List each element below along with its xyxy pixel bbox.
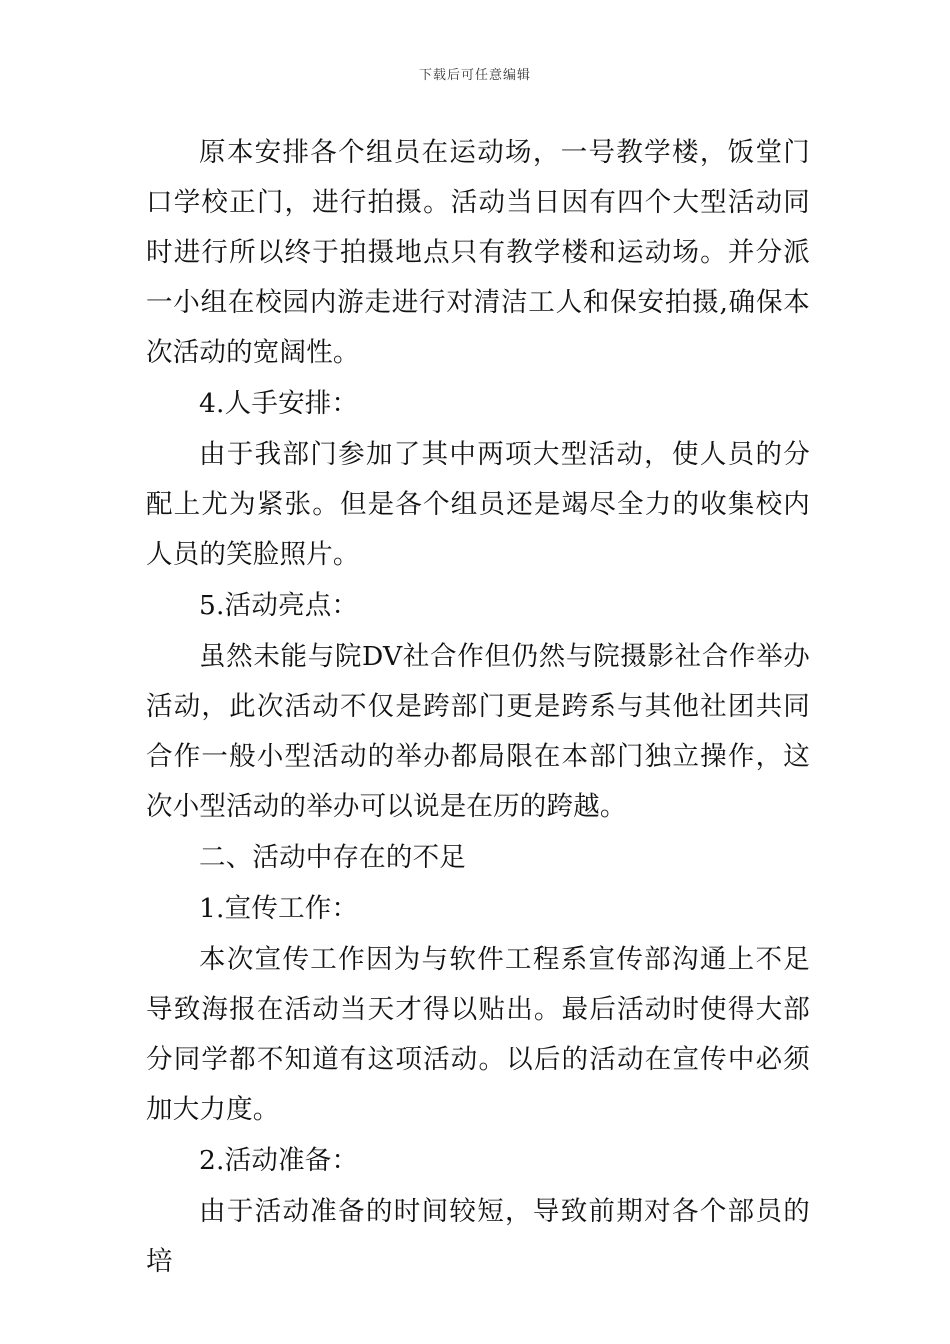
- document-body: [146, 128, 810, 1288]
- heading-preparation: 2.活动准备：: [199, 1145, 359, 1176]
- paragraph-shooting-locations: 原本安排各个组员在运动场，一号教学楼，饭堂门口学校正门，进行拍摄。活动当日因有四个大型活动同时进行所以终于拍摄地点只有教学楼和运动场。并分派一小组在校园内游走进行对清洁工人和保安拍摄,确保本次活动的宽阔性。: [146, 137, 810, 368]
- heading-publicity: 1.宣传工作：: [199, 893, 359, 924]
- section-heading-shortcomings: 二、活动中存在的不足: [199, 842, 466, 873]
- heading-staffing: 4.人手安排：: [199, 388, 359, 419]
- paragraph-publicity: 本次宣传工作因为与软件工程系宣传部沟通上不足导致海报在活动当天才得以贴出。最后活动时使得大部分同学都不知道有这项活动。以后的活动在宣传中必须加大力度。: [146, 944, 810, 1125]
- heading-highlights: 5.活动亮点：: [199, 590, 359, 621]
- page-header: 下载后可任意编辑: [418, 68, 531, 83]
- paragraph-preparation: 由于活动准备的时间较短，导致前期对各个部员的培: [146, 1196, 810, 1277]
- paragraph-staffing: 由于我部门参加了其中两项大型活动，使人员的分配上尤为紧张。但是各个组员还是竭尽全力的收集校内人员的笑脸照片。: [146, 439, 810, 570]
- paragraph-highlights: 虽然未能与院DV社合作但仍然与院摄影社合作举办活动，此次活动不仅是跨部门更是跨系与其他社团共同合作一般小型活动的举办都局限在本部门独立操作，这次小型活动的举办可以说是在历的跨越。: [146, 641, 810, 822]
